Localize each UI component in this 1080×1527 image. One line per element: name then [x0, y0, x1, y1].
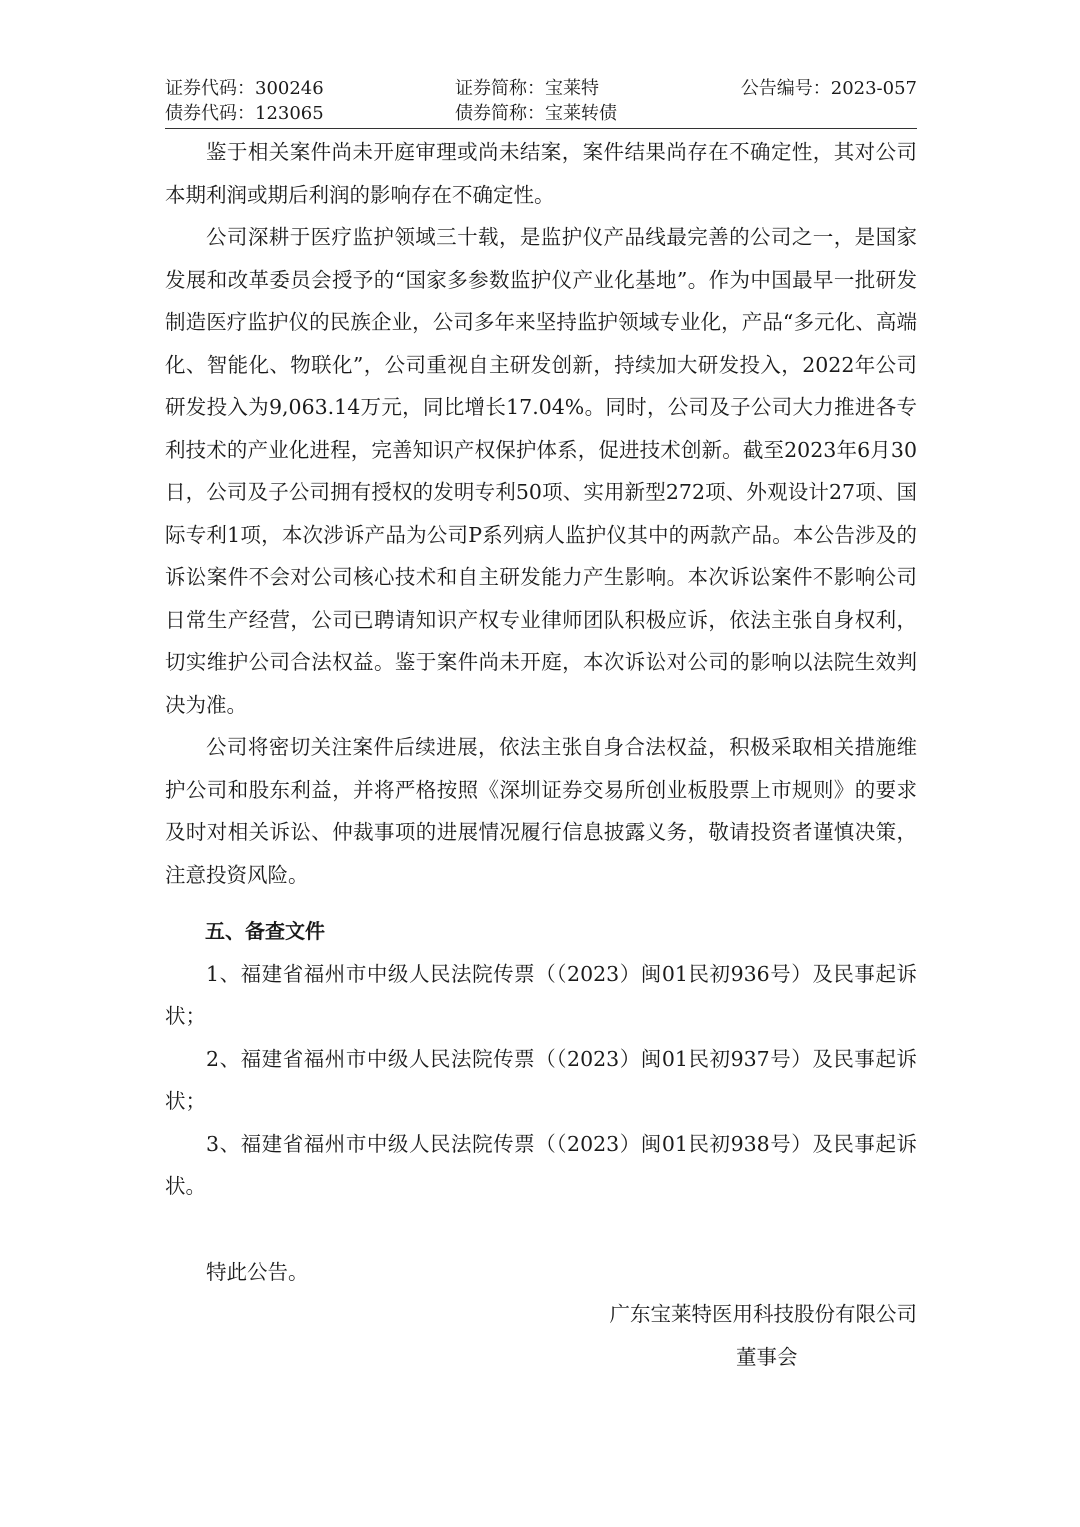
section-title: 五、备查文件	[205, 919, 325, 943]
reference-document-item: 1、福建省福州市中级人民法院传票（（2023）闽01民初936号）及民事起诉状；	[165, 961, 917, 1028]
stock-code: 证券代码：300246	[165, 78, 324, 99]
bond-name: 债券简称：宝莱转债	[455, 103, 617, 124]
header-row-2	[165, 101, 917, 126]
paragraph-company-profile: 公司深耕于医疗监护领域三十载，是监护仪产品线最完善的公司之一，是国家发展和改革委员会授予的“国家多参数监护仪产业化基地”。作为中国最早一批研发制造医疗监护仪的民族企业，公司多年来坚持监护领域专业化，产品“多元化、高端化、智能化、物联化”，公司重视自主研发创新，持续加大研发投入，2022年公司研发投入为9,063.14万元，同比增长17.04%。同时，公司及子公司大力推进各专利技术的产业化进程，完善知识产权保护体系，促进技术创新。截至2023年6月30日，公司及子公司拥有授权的发明专利50项、实用新型272项、外观设计27项、国际专利1项，本次涉诉产品为公司P系列病人监护仪其中的两款产品。本公告涉及的诉讼案件不会对公司核心技术和自主研发能力产生影响。本次诉讼案件不影响公司日常生产经营，公司已聘请知识产权专业律师团队积极应诉，依法主张自身权利，切实维护公司合法权益。鉴于案件尚未开庭，本次诉讼对公司的影响以法院生效判决为准。	[165, 225, 917, 717]
signature-board: 董事会	[736, 1345, 798, 1369]
announcement-body	[165, 131, 917, 1293]
header-divider	[165, 128, 917, 129]
paragraph-follow-up: 公司将密切关注案件后续进展，依法主张自身合法权益，积极采取相关措施维护公司和股东利益，并将严格按照《深圳证券交易所创业板股票上市规则》的要求及时对相关诉讼、仲裁事项的进展情况履行信息披露义务，敬请投资者谨慎决策，注意投资风险。	[165, 735, 917, 887]
closing-statement: 特此公告。	[206, 1259, 309, 1284]
stock-name: 证券简称：宝莱特	[455, 78, 599, 99]
announcement-header	[165, 76, 917, 126]
signature-company: 广东宝莱特医用科技股份有限公司	[609, 1302, 917, 1326]
reference-document-item: 3、福建省福州市中级人民法院传票（（2023）闽01民初938号）及民事起诉状。	[165, 1131, 917, 1198]
paragraph-uncertainty: 鉴于相关案件尚未开庭审理或尚未结案，案件结果尚存在不确定性，其对公司本期利润或期后利润的影响存在不确定性。	[165, 140, 917, 207]
notice-number: 公告编号：2023-057	[740, 78, 917, 99]
reference-document-item: 2、福建省福州市中级人民法院传票（（2023）闽01民初937号）及民事起诉状；	[165, 1046, 917, 1113]
bond-code: 债券代码：123065	[165, 103, 324, 124]
header-row-1	[165, 76, 917, 101]
